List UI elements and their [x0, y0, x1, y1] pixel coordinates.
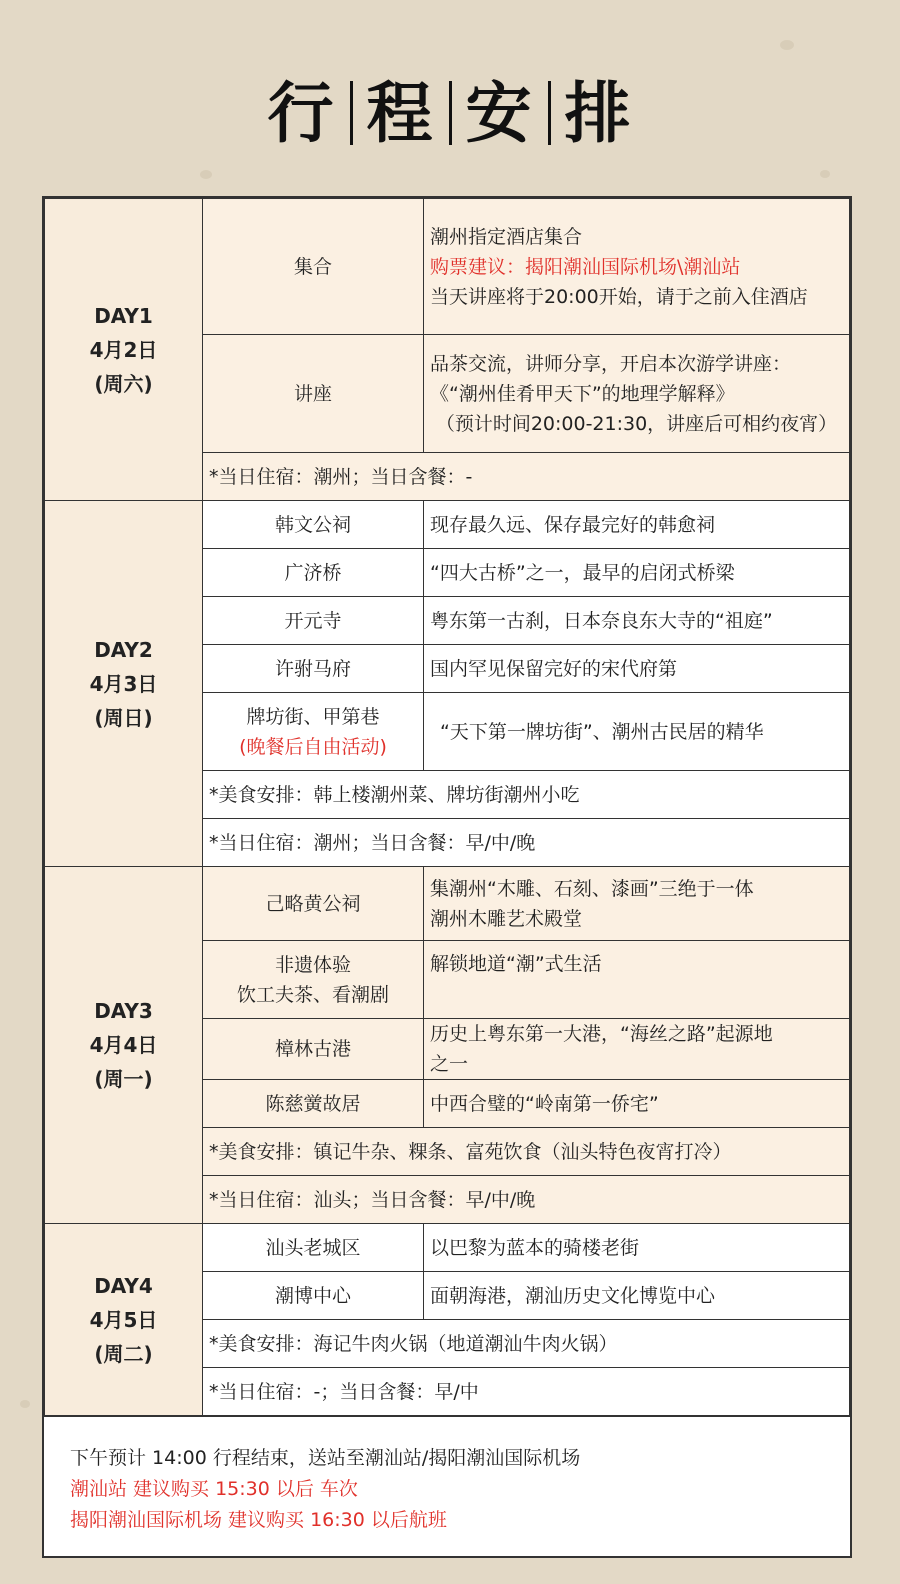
activity-desc: 解锁地道“潮”式生活: [424, 941, 850, 1019]
desc-line: 潮州木雕艺术殿堂: [430, 907, 583, 930]
day-date: 4月3日: [89, 671, 158, 696]
desc-line: （预计时间20:00-21:30，讲座后可相约夜宵）: [435, 412, 838, 435]
activity-desc: “四大古桥”之一，最早的启闭式桥梁: [424, 549, 850, 597]
flight-advice: 揭阳潮汕国际机场 建议购买 16:30 以后航班: [70, 1509, 447, 1531]
activity-name: [203, 693, 424, 771]
food-note: *美食安排：海记牛肉火锅（地道潮汕牛肉火锅）: [203, 1320, 850, 1368]
activity-desc: [424, 867, 850, 941]
activity-desc: 现存最久远、保存最完好的韩愈祠: [424, 501, 850, 549]
lodging-note: *当日住宿：汕头；当日含餐：早/中/晚: [203, 1176, 850, 1224]
day-label: DAY2: [94, 637, 153, 662]
activity-desc: 面朝海港，潮汕历史文化博览中心: [424, 1272, 850, 1320]
title-divider: [548, 81, 551, 145]
background-texture: [820, 170, 830, 178]
activity-desc: 中西合璧的“岭南第一侨宅”: [424, 1080, 850, 1128]
title-char: 程: [366, 74, 435, 152]
day-weekday: (周日): [94, 705, 153, 730]
activity-title: 非遗体验: [274, 953, 351, 976]
page-title: [0, 60, 900, 155]
background-texture: [780, 40, 794, 50]
day-weekday: (周六): [94, 371, 153, 396]
day-cell: [45, 501, 203, 867]
day-label: DAY3: [94, 999, 153, 1023]
table-row: [45, 501, 850, 549]
lodging-note: *当日住宿：潮州；当日含餐：-: [203, 453, 850, 501]
title-char: 行: [267, 74, 336, 152]
activity-name: 讲座: [203, 335, 424, 453]
day-date: 4月5日: [89, 1307, 158, 1332]
food-note: *美食安排：镇记牛杂、粿条、富苑饮食（汕头特色夜宵打冷）: [203, 1128, 850, 1176]
footer-line: 下午预计 14:00 行程结束，送站至潮汕站/揭阳潮汕国际机场: [70, 1447, 581, 1469]
itinerary-table: [42, 196, 852, 1558]
lodging-note: *当日住宿：-；当日含餐：早/中: [203, 1368, 850, 1416]
desc-line: 当天讲座将于20:00开始，请于之前入住酒店: [430, 285, 808, 308]
day-cell: [45, 867, 203, 1224]
day-cell: [45, 199, 203, 501]
activity-desc: [424, 1019, 850, 1080]
lodging-note: *当日住宿：潮州；当日含餐：早/中/晚: [203, 819, 850, 867]
activity-name: 开元寺: [203, 597, 424, 645]
activity-subtitle: 饮工夫茶、看潮剧: [236, 983, 389, 1006]
activity-name: 韩文公祠: [203, 501, 424, 549]
table-row: [45, 867, 850, 941]
activity-desc: 国内罕见保留完好的宋代府第: [424, 645, 850, 693]
activity-name: 汕头老城区: [203, 1224, 424, 1272]
activity-desc: “天下第一牌坊街”、潮州古民居的精华: [424, 693, 850, 771]
activity-name: [203, 941, 424, 1019]
day-weekday: (周一): [94, 1067, 153, 1091]
title-divider: [449, 81, 452, 145]
food-note: *美食安排：韩上楼潮州菜、牌坊街潮州小吃: [203, 771, 850, 819]
activity-desc: 以巴黎为蓝本的骑楼老街: [424, 1224, 850, 1272]
desc-line: 潮州指定酒店集合: [430, 225, 583, 248]
title-char: 安: [465, 74, 534, 152]
title-divider: [350, 81, 353, 145]
train-advice: 潮汕站 建议购买 15:30 以后 车次: [70, 1478, 358, 1500]
day-date: 4月4日: [89, 1033, 158, 1057]
activity-name: 陈慈黉故居: [203, 1080, 424, 1128]
background-texture: [20, 1400, 30, 1408]
background-texture: [200, 170, 212, 179]
activity-desc: [424, 199, 850, 335]
desc-line: 《“潮州佳肴甲天下”的地理学解释》: [430, 382, 735, 405]
activity-desc: [424, 335, 850, 453]
desc-line: 历史上粤东第一大港，“海丝之路”起源地: [430, 1023, 773, 1045]
activity-desc: 粤东第一古刹，日本奈良东大寺的“祖庭”: [424, 597, 850, 645]
day-date: 4月2日: [89, 337, 158, 362]
desc-line: 品茶交流，讲师分享，开启本次游学讲座：: [430, 352, 792, 375]
activity-name: 己略黄公祠: [203, 867, 424, 941]
activity-note: (晚餐后自由活动): [239, 735, 387, 758]
title-char: 排: [564, 74, 633, 152]
desc-line: 之一: [430, 1053, 469, 1075]
day-cell: [45, 1224, 203, 1416]
activity-title: 牌坊街、甲第巷: [246, 705, 380, 728]
departure-info: [44, 1416, 850, 1564]
activity-name: 许驸马府: [203, 645, 424, 693]
day-label: DAY4: [94, 1273, 153, 1298]
day-label: DAY1: [94, 303, 153, 328]
desc-line: 集潮州“木雕、石刻、漆画”三绝于一体: [430, 877, 754, 900]
table-row: [45, 199, 850, 335]
day-weekday: (周二): [94, 1341, 153, 1366]
activity-name: 广济桥: [203, 549, 424, 597]
ticket-advice: 购票建议：揭阳潮汕国际机场\潮汕站: [430, 255, 741, 278]
activity-name: 樟林古港: [203, 1019, 424, 1080]
table-row: [45, 1224, 850, 1272]
activity-name: 潮博中心: [203, 1272, 424, 1320]
activity-name: 集合: [203, 199, 424, 335]
